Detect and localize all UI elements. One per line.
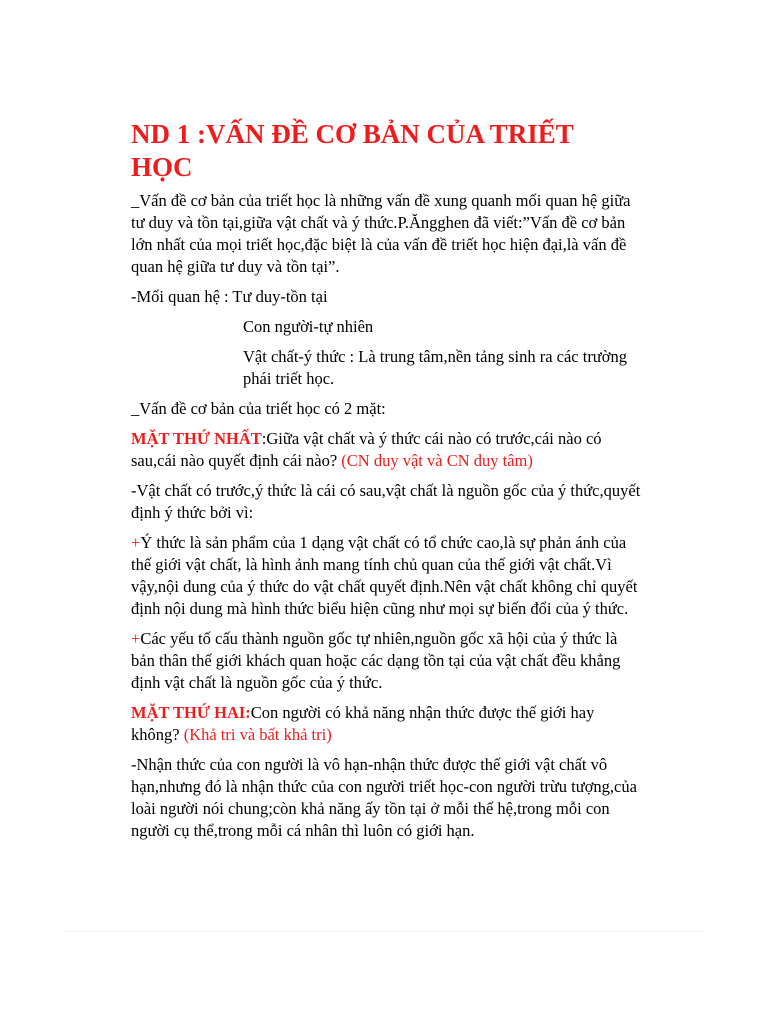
point2-paragraph	[131, 628, 641, 694]
page-divider	[64, 931, 704, 932]
side2-note: (Khả tri và bất khả tri)	[183, 725, 332, 744]
two-sides-paragraph: _Vấn đề cơ bản của triết học có 2 mặt:	[131, 399, 386, 418]
side2-explain: -Nhận thức của con người là vô hạn-nhận thức được thế giới vật chất vô hạn,nhưng đó là nhận thức của con người triết học-con người trừu tượng,của loài người nói chung;còn khả năng ấy tồn tại ở mỗi thế hệ,trong mỗi con người cụ thể,trong mỗi cá nhân thì luôn có giới hạn.	[131, 755, 637, 840]
relation-item: Vật chất-ý thức : Là trung tâm,nền tảng sinh ra các trường phái triết học.	[243, 347, 627, 388]
relation-heading: -Mối quan hệ : Tư duy-tồn tại	[131, 287, 328, 306]
side1-paragraph	[131, 428, 641, 472]
side1-explain: -Vật chất có trước,ý thức là cái có sau,vật chất là nguồn gốc của ý thức,quyết định ý thức bởi vì:	[131, 481, 641, 522]
page-title: ND 1 :VẤN ĐỀ CƠ BẢN CỦA TRIẾT HỌC	[131, 119, 574, 182]
side1-note: (CN duy vật và CN duy tâm)	[341, 451, 533, 470]
point2-text: Các yếu tố cấu thành nguồn gốc tự nhiên,nguồn gốc xã hội của ý thức là bản thân thế giới khách quan hoặc các dạng tồn tại của vật chất đều khẳng định vật chất là nguồn gốc của ý thức.	[131, 629, 621, 692]
side1-text: :Giữa vật chất và ý thức cái nào có trước,cái nào có sau,cái nào quyết định cái nào?	[131, 429, 602, 470]
plus-marker: +	[131, 533, 141, 552]
side1-label: MẶT THỨ NHẤT	[131, 429, 262, 448]
point1-paragraph	[131, 532, 641, 620]
relation-item: Con người-tự nhiên	[243, 317, 374, 336]
intro-paragraph: _Vấn đề cơ bản của triết học là những vấn đề xung quanh mối quan hệ giữa tư duy và tồn tại,giữa vật chất và ý thức.P.Ăngghen đã viết:”Vấn đề cơ bản lớn nhất của mọi triết học,đặc biệt là của vấn đề triết học hiện đại,là vấn đề quan hệ giữa tư duy và tồn tại”.	[131, 191, 631, 276]
side2-text: Con người có khả năng nhận thức được thế giới hay không?	[131, 703, 595, 744]
document-page	[131, 118, 641, 850]
point1-text: Ý thức là sản phẩm của 1 dạng vật chất có tổ chức cao,là sự phản ánh của thế giới vật chất, là hình ảnh mang tính chủ quan của thế giới vật chất.Vì vậy,nội dung của ý thức do vật chất quyết định.Nên vật chất không chỉ quyết định nội dung mà hình thức biểu hiện cũng như mọi sự biến đổi của ý thức.	[131, 533, 638, 618]
plus-marker: +	[131, 629, 141, 648]
side2-paragraph	[131, 702, 641, 746]
side2-label: MẶT THỨ HAI:	[131, 703, 251, 722]
